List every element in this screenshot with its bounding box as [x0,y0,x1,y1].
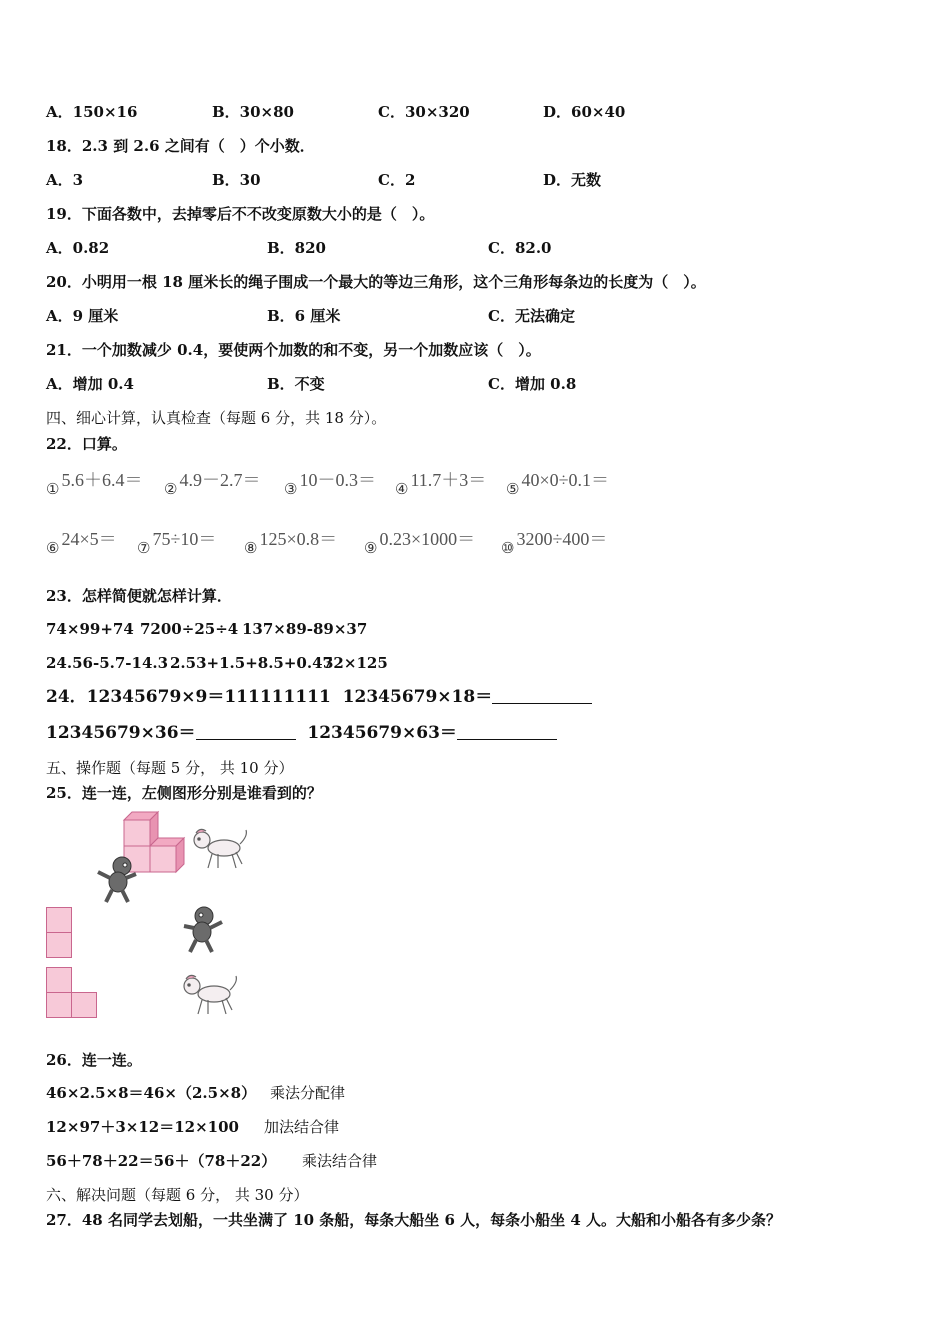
calc-expression: 75÷10＝ [152,529,217,549]
q23-question: 23．怎样简便就怎样计算． [46,587,232,605]
calc-index: ⑥ [46,541,60,557]
q26-law[interactable]: 乘法分配律 [270,1084,346,1102]
calc-expression: 0.23×1000＝ [379,529,476,549]
q24-fill-1: 12345679×18＝ [342,687,493,707]
q21-option-b[interactable]: B．不变 [267,375,325,393]
q17-option-c[interactable]: C．30×320 [378,103,470,121]
q17-option-b[interactable]: B．30×80 [212,103,294,121]
calc-expression: 11.7＋3＝ [410,470,487,490]
calc-item [46,466,142,499]
section-6-title: 六、解决问题（每题 6 分， 共 30 分） [46,1186,309,1204]
monkey-icon [92,854,138,904]
q20-option-c[interactable]: C．无法确定 [488,307,575,325]
calc-index: ⑨ [364,541,378,557]
dog-icon[interactable] [180,972,242,1018]
q23-expression: 24.56-5.7-14.3 [46,654,169,672]
q23-expression: 137×89-89×37 [242,620,368,638]
q24-given: 24．12345679×9＝111111111 [46,687,331,707]
section-4-title: 四、细心计算，认真检查（每题 6 分，共 18 分）。 [46,409,387,427]
q23-expression: 7200÷25÷4 [140,620,239,638]
calc-expression: 24×5＝ [61,529,117,549]
dog-icon [188,826,250,872]
q26-expression[interactable]: 56＋78＋22＝56＋（78＋22） [46,1152,277,1170]
view-shape-l-bottom-right[interactable] [71,992,97,1018]
q18-option-c[interactable]: C．2 [378,171,416,189]
q18-option-a[interactable]: A．3 [46,171,84,189]
answer-blank[interactable] [492,687,592,704]
q26-question: 26．连一连。 [46,1051,142,1069]
q24-line-1 [46,687,592,707]
calc-expression: 4.9－2.7＝ [179,470,261,490]
q20-question: 20．小明用一根 18 厘米长的绳子围成一个最大的等边三角形，这个三角形每条边的长度为（ ）。 [46,273,706,291]
view-shape-vertical-bottom[interactable] [46,932,72,958]
q21-question: 21．一个加数减少 0.4，要使两个加数的和不变，另一个加数应该（ ）。 [46,341,541,359]
q25-question: 25．连一连，左侧图形分别是谁看到的？ [46,784,322,802]
q19-question: 19．下面各数中，去掉零后不不改变原数大小的是（ ）。 [46,205,435,223]
q19-option-b[interactable]: B．820 [267,239,326,257]
calc-index: ② [164,482,178,498]
calc-index: ⑦ [137,541,151,557]
calc-item [164,466,260,499]
q20-option-b[interactable]: B．6 厘米 [267,307,341,325]
calc-expression: 40×0÷0.1＝ [521,470,609,490]
calc-expression: 10－0.3＝ [299,470,376,490]
q17-option-a[interactable]: A．150×16 [46,103,138,121]
calc-item [501,525,607,558]
q18-option-d[interactable]: D．无数 [543,171,602,189]
calc-item [244,525,337,558]
q23-expression: 74×99+74 [46,620,134,638]
q23-expression: 2.53+1.5+8.5+0.47 [170,654,333,672]
calc-index: ⑩ [501,541,515,557]
q17-option-d[interactable]: D．60×40 [543,103,626,121]
q26-expression[interactable]: 46×2.5×8＝46×（2.5×8） [46,1084,257,1102]
calc-index: ④ [395,482,409,498]
view-shape-l-top[interactable] [46,967,72,993]
monkey-icon[interactable] [180,904,226,954]
q26-law[interactable]: 乘法结合律 [302,1152,378,1170]
q27-question: 27．48 名同学去划船，一共坐满了 10 条船，每条大船坐 6 人，每条小船坐 4 人。大船和小船各有多少条？ [46,1211,782,1229]
calc-item [284,466,376,499]
section-5-title: 五、操作题（每题 5 分， 共 10 分） [46,759,294,777]
q24-fill-2: 12345679×36＝ [46,723,196,743]
calc-index: ⑤ [506,482,520,498]
q19-option-a[interactable]: A．0.82 [46,239,110,257]
q18-question: 18．2.3 到 2.6 之间有（ ）个小数． [46,137,315,155]
calc-index: ① [46,482,60,498]
calc-expression: 5.6＋6.4＝ [61,470,143,490]
calc-index: ③ [284,482,298,498]
q26-expression[interactable]: 12×97＋3×12＝12×100 [46,1118,239,1136]
answer-blank[interactable] [196,723,296,740]
calc-item [506,466,609,499]
calc-item [137,525,216,558]
answer-blank[interactable] [457,723,557,740]
view-shape-vertical-top[interactable] [46,907,72,933]
calc-expression: 125×0.8＝ [259,529,338,549]
q26-law[interactable]: 加法结合律 [264,1118,340,1136]
calc-index: ⑧ [244,541,258,557]
calc-item [395,466,486,499]
q19-option-c[interactable]: C．82.0 [488,239,552,257]
q22-question: 22．口算。 [46,435,127,453]
q24-fill-3: 12345679×63＝ [307,723,457,743]
q21-option-c[interactable]: C．增加 0.8 [488,375,577,393]
q23-expression: 32×125 [323,654,388,672]
calc-expression: 3200÷400＝ [516,529,608,549]
q24-line-2 [46,723,557,743]
q18-option-b[interactable]: B．30 [212,171,261,189]
view-shape-l-bottom-left[interactable] [46,992,72,1018]
q20-option-a[interactable]: A．9 厘米 [46,307,119,325]
calc-item [46,525,117,558]
q21-option-a[interactable]: A．增加 0.4 [46,375,134,393]
calc-item [364,525,475,558]
